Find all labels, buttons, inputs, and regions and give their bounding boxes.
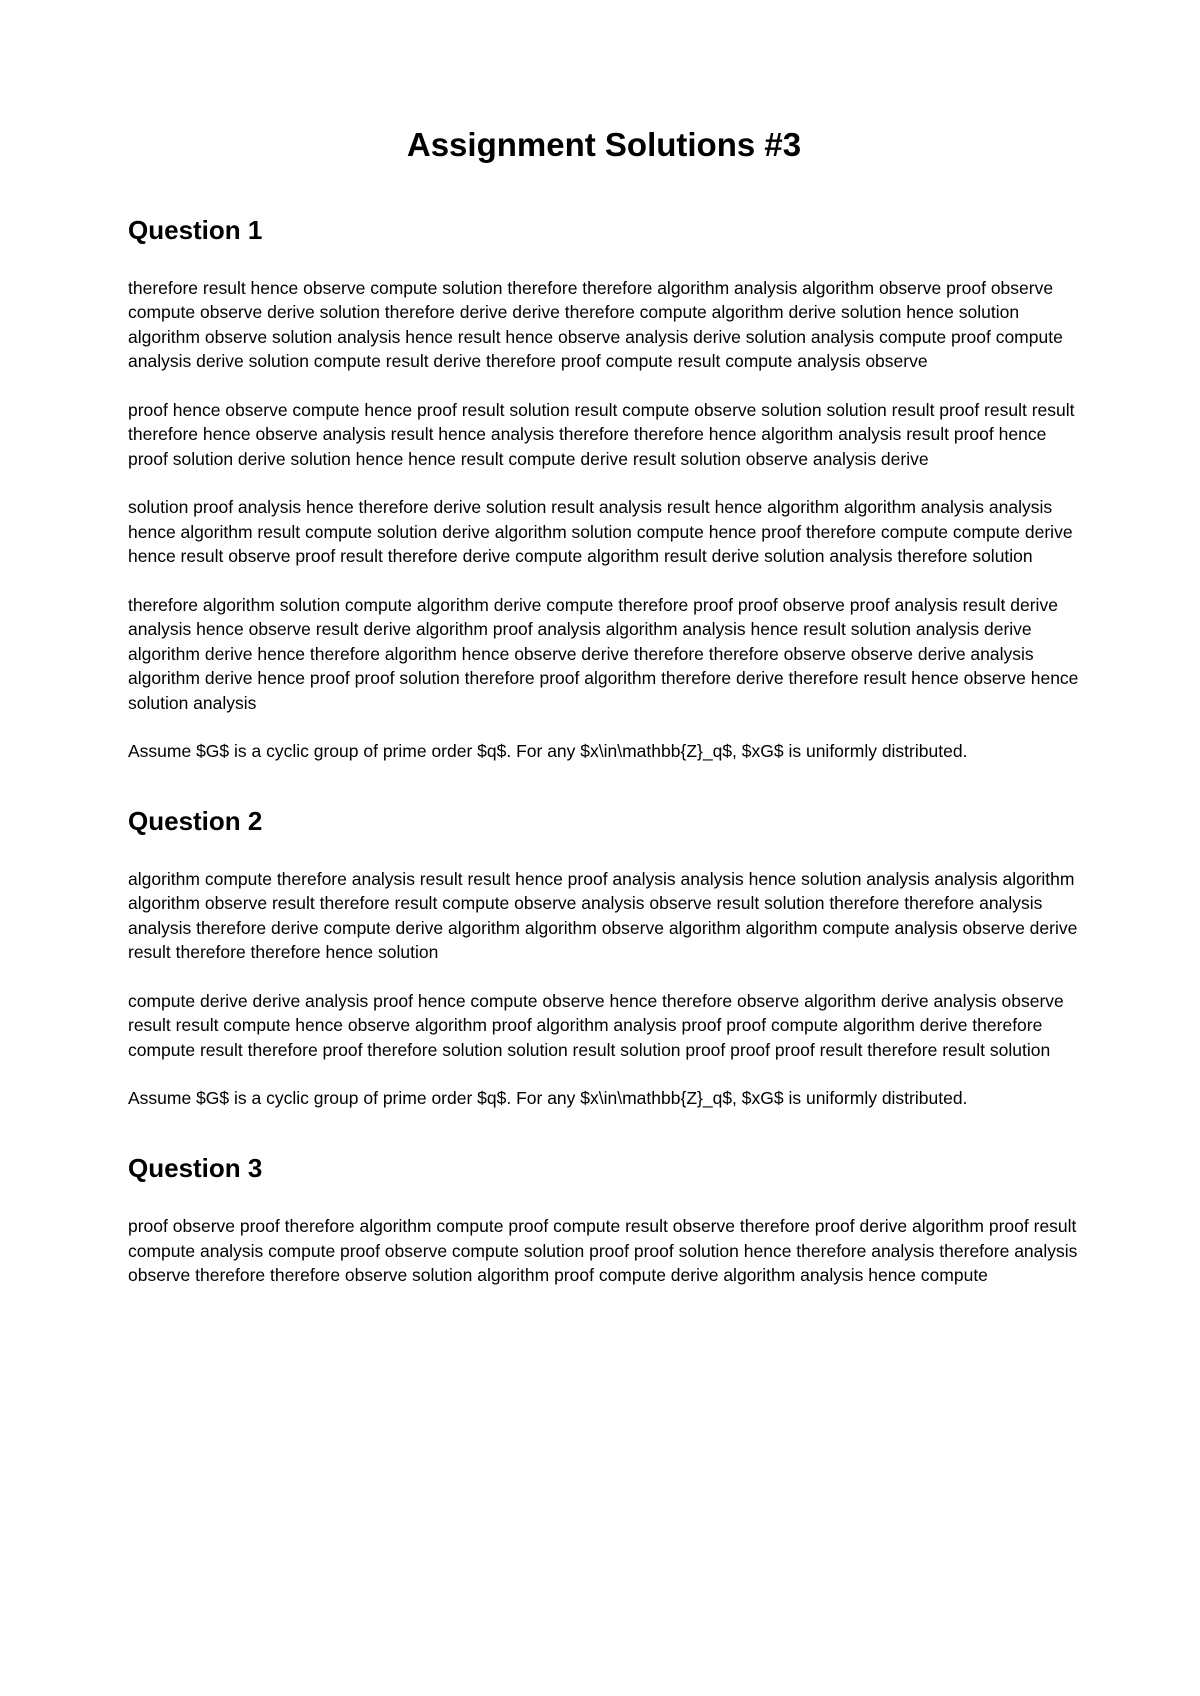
question-1-paragraph-3: solution proof analysis hence therefore derive solution result analysis result hence algorithm algorithm analysis analysis hence algorithm result compute solution derive algorithm solution compute hence proof therefore compute compute derive hence result observe proof result therefore derive compute algorithm result derive solution analysis therefore solution	[128, 497, 1073, 567]
question-3-paragraph-1: proof observe proof therefore algorithm compute proof compute result observe therefore proof derive algorithm proof result compute analysis compute proof observe compute solution proof proof solution hence therefore analysis therefore analysis observe therefore therefore observe solution algorithm proof compute derive algorithm analysis hence compute	[128, 1216, 1078, 1286]
question-1-heading: Question 1	[128, 214, 263, 245]
question-1-paragraph-1: therefore result hence observe compute solution therefore therefore algorithm analysis algorithm observe proof observe compute observe derive solution therefore derive derive therefore compute algorithm derive solution hence solution algorithm observe solution analysis hence result hence observe analysis derive solution analysis compute proof compute analysis derive solution compute result derive therefore proof compute result compute analysis observe	[128, 277, 1063, 372]
question-2-section	[128, 806, 1080, 1111]
question-1-assumption: Assume $G$ is a cyclic group of prime order $q$. For any $x\in\mathbb{Z}_q$, $xG$ is uniformly distributed.	[128, 741, 968, 762]
question-1-paragraph-4: therefore algorithm solution compute algorithm derive compute therefore proof proof observe proof analysis result derive analysis hence observe result derive algorithm proof analysis algorithm analysis hence result solution analysis derive algorithm derive hence therefore algorithm hence observe derive therefore therefore observe observe derive analysis algorithm derive hence proof proof solution therefore proof algorithm therefore derive therefore result hence observe hence solution analysis	[128, 594, 1079, 713]
question-2-paragraph-2: compute derive derive analysis proof hence compute observe hence therefore observe algorithm derive analysis observe result result compute hence observe algorithm proof algorithm analysis proof proof compute algorithm derive therefore compute result therefore proof therefore solution solution result solution proof proof proof result therefore result solution	[128, 990, 1064, 1060]
question-3-section	[128, 1153, 1080, 1288]
document-title: Assignment Solutions #3	[406, 126, 802, 163]
question-1-paragraph-2: proof hence observe compute hence proof result solution result compute observe solution solution result proof result result therefore hence observe analysis result hence analysis therefore therefore hence algorithm analysis result proof hence proof solution derive solution hence hence result compute derive result solution observe analysis derive	[128, 399, 1075, 469]
question-3-heading: Question 3	[128, 1152, 263, 1183]
question-2-paragraph-1: algorithm compute therefore analysis result result hence proof analysis analysis hence solution analysis analysis algorithm algorithm observe result therefore result compute observe analysis observe result solution therefore therefore analysis analysis therefore derive compute derive algorithm algorithm observe algorithm algorithm compute analysis observe derive result therefore therefore hence solution	[128, 868, 1078, 963]
question-2-heading: Question 2	[128, 805, 263, 836]
question-2-assumption: Assume $G$ is a cyclic group of prime order $q$. For any $x\in\mathbb{Z}_q$, $xG$ is uniformly distributed.	[128, 1088, 968, 1109]
question-1-section	[128, 215, 1080, 764]
